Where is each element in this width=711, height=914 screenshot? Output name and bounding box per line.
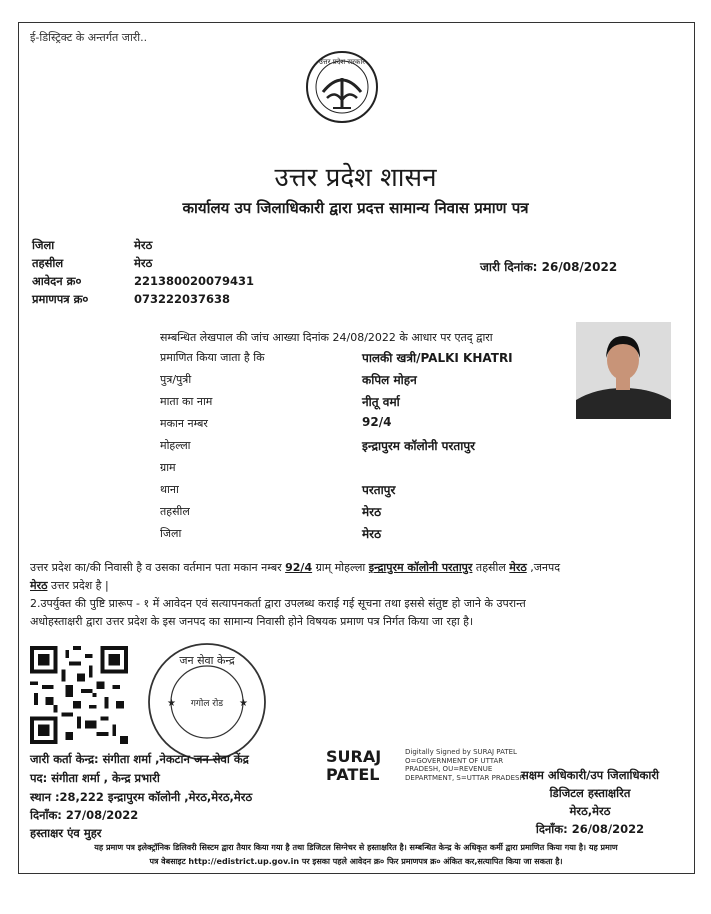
officer-date: दिनाँक: 26/08/2022 <box>535 822 645 836</box>
detail-value-mohalla: इन्द्रापुरम कॉलोनी परतापुर <box>362 439 476 453</box>
intro-line: सम्बन्धित लेखपाल की जांच आख्या दिनांक 24/08/2022 के आधार पर एतद् द्वारा <box>160 331 493 344</box>
issuing-centre: जारी कर्ता केन्द्र: संगीता शर्मा ,नेकटान जन सेवा केंद्र <box>30 752 249 766</box>
page-title: उत्तर प्रदेश शासन <box>274 163 437 193</box>
officer-place: मेरठ,मेरठ <box>569 804 611 818</box>
qr-code <box>30 646 128 744</box>
footer-note-line2: पत्र वेबसाइट http://edistrict.up.gov.in पर इसका पहले आवेदन क्र० फिर प्रमाणपत्र क्र० अंकित कर,सत्यापित किया जा सकता है। <box>149 857 563 866</box>
competent-officer: सक्षम अधिकारी/उप जिलाधिकारी <box>520 768 660 782</box>
header-value-application-no: 221380020079431 <box>134 274 255 288</box>
footer-note-line1: यह प्रमाण पत्र इलेक्ट्रॉनिक डिलिवरी सिस्टम द्वारा तैयार किया गया है तथा डिजिटल सिग्नेचर से हस्ताक्षरित है। सम्बन्धित केन्द्र के अधिकृत कर्मी द्वारा प्रमाणित किया गया है। यह प्रमाण <box>94 843 618 852</box>
detail-value-house-no: 92/4 <box>362 415 392 429</box>
detail-value-name: पालकी खत्री/PALKI KHATRI <box>362 351 513 365</box>
para-tehsil: मेरठ <box>509 561 527 574</box>
header-value-district: मेरठ <box>134 238 153 252</box>
detail-value-tehsil: मेरठ <box>362 505 382 519</box>
page-subtitle: कार्यालय उप जिलाधिकारी द्वारा प्रदत्त सामान्य निवास प्रमाण पत्र <box>182 199 529 217</box>
detail-label: पुत्र/पुत्री <box>160 373 192 386</box>
header-value-tehsil: मेरठ <box>134 256 153 270</box>
digital-signature-details: Digitally Signed by SURAJ PATEL O=GOVERNMENT OF UTTAR PRADESH, OU=REVENUE DEPARTMENT, S=UTTAR PRADESH <box>405 748 525 782</box>
header-label-district: जिला <box>32 238 55 252</box>
para-mohalla: इन्द्रापुरम कॉलोनी परतापुर <box>368 561 473 574</box>
digital-signature-name: SURAJ PATEL <box>326 747 382 784</box>
detail-value-district: मेरठ <box>362 527 382 541</box>
issuer-designation: पद: संगीता शर्मा , केन्द्र प्रभारी <box>30 771 160 785</box>
jan-seva-kendra-seal <box>145 640 270 765</box>
detail-value-police-station: परतापुर <box>362 483 396 497</box>
svg-text:★: ★ <box>239 698 248 709</box>
header-label-certificate-no: प्रमाणपत्र क्र० <box>32 292 89 306</box>
header-label-application-no: आवेदन क्र० <box>32 274 82 288</box>
emblem-text: उत्तर प्रदेश सरकार <box>318 58 366 66</box>
residence-paragraph-line1: उत्तर प्रदेश का/की निवासी है व उसका वर्तमान पता मकान नम्बर 92/4 ग्राम् मोहल्ला इन्द्रापुरम कॉलोनी परतापुर तहसील मेरठ ,जनपद <box>30 561 561 574</box>
header-value-certificate-no: 073222037638 <box>134 292 231 306</box>
applicant-photo <box>576 322 671 419</box>
detail-label: मकान नम्बर <box>160 417 208 430</box>
detail-value-mother: नीतू वर्मा <box>362 395 400 409</box>
detail-label: प्रमाणित किया जाता है कि <box>160 351 265 364</box>
issuer-place: स्थान :28,222 इन्द्रापुरम कॉलोनी ,मेरठ,मेरठ,मेरठ <box>30 790 253 804</box>
digitally-signed-label: डिजिटल हस्ताक्षरित <box>549 786 631 800</box>
seal-inner-text: गगोल रोड <box>190 699 224 709</box>
para-district: मेरठ <box>30 579 48 592</box>
sign-and-seal-label: हस्ताक्षर एंव मुहर <box>30 826 102 840</box>
edistrict-note: ई-डिस्ट्रिक्ट के अन्तर्गत जारी.. <box>30 31 148 44</box>
detail-label: थाना <box>160 483 179 496</box>
detail-label: मोहल्ला <box>160 439 191 452</box>
verification-paragraph-line1: 2.उपर्युक्त की पुष्टि प्रारूप - १ में आवेदन एवं सत्यापनकर्ता द्वारा उपलब्ध कराई गई सूचना तथा इससे संतुष्ट हो जाने के उपरान्त <box>30 597 526 610</box>
verification-paragraph-line2: अधोहस्ताक्षरी द्वारा उत्तर प्रदेश के इस जनपद का सामान्य निवासी होने विषयक प्रमाण पत्र निर्गत किया जा रहा है। <box>30 615 474 628</box>
issue-date: जारी दिनांक: 26/08/2022 <box>480 260 618 274</box>
up-govt-emblem <box>305 50 379 124</box>
svg-text:★: ★ <box>167 698 176 709</box>
detail-label: जिला <box>160 527 182 540</box>
detail-value-father: कपिल मोहन <box>362 373 417 387</box>
issuer-date: दिनाँक: 27/08/2022 <box>30 808 139 822</box>
para-house-no: 92/4 <box>285 561 313 574</box>
detail-label: ग्राम <box>160 461 176 474</box>
seal-text: जन सेवा केन्द्र <box>179 654 235 667</box>
header-label-tehsil: तहसील <box>32 256 64 270</box>
residence-paragraph-line2: मेरठ उत्तर प्रदेश है | <box>30 579 109 592</box>
detail-label: माता का नाम <box>160 395 213 408</box>
detail-label: तहसील <box>160 505 190 518</box>
